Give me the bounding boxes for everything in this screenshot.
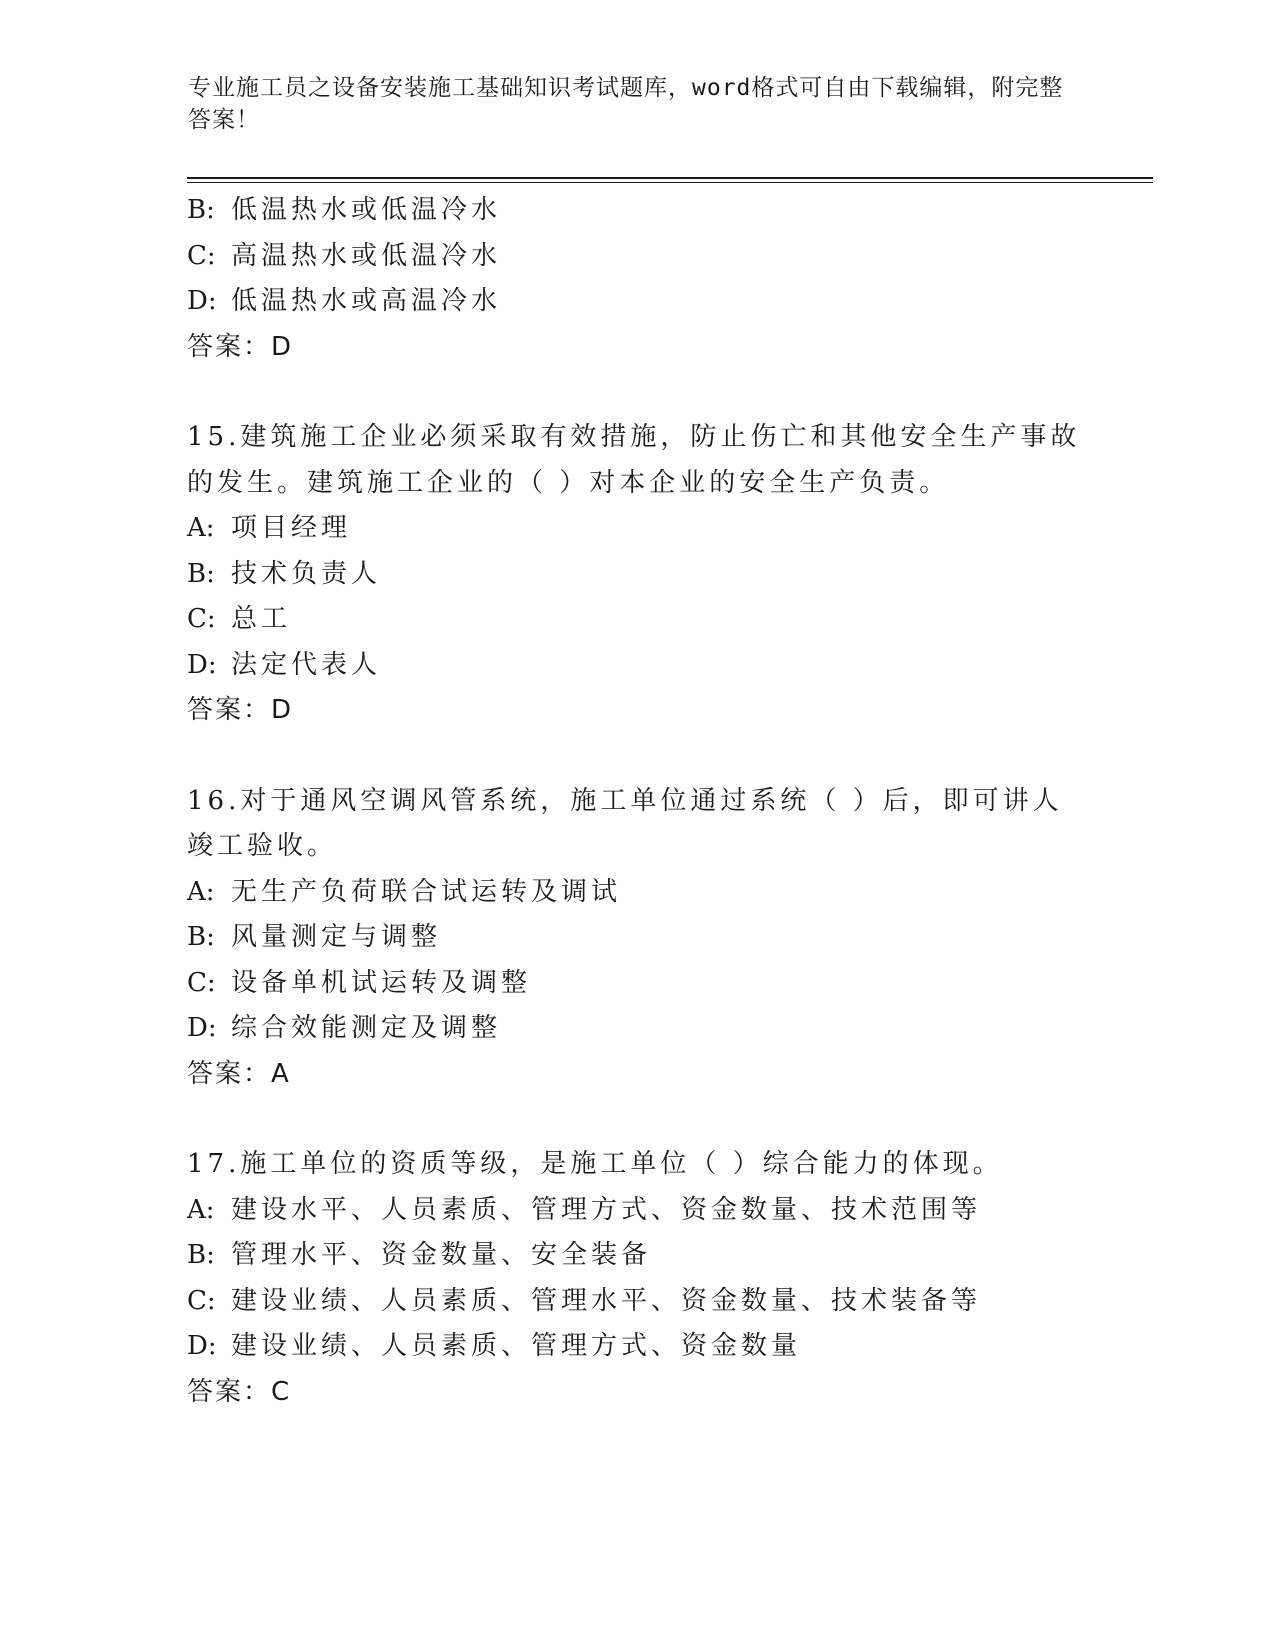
option-key: B: xyxy=(187,558,215,589)
header-rule-thin xyxy=(187,182,1153,183)
option-b xyxy=(187,915,1087,961)
option-key: B: xyxy=(187,195,215,225)
option-key: A: xyxy=(187,513,215,543)
option-b xyxy=(187,188,1087,234)
option-a xyxy=(187,1188,1087,1234)
option-key: C: xyxy=(187,604,216,634)
option-key: A: xyxy=(187,876,215,907)
option-text: 项目经理 xyxy=(231,513,352,543)
option-text: 管理水平、资金数量、安全装备 xyxy=(231,1240,652,1270)
answer-line: 答案：A xyxy=(187,1058,291,1089)
option-key: C: xyxy=(187,967,216,998)
question-stem: 16.对于通风空调风管系统，施工单位通过系统（ ）后，即可讲人竣工验收。 xyxy=(187,785,1063,861)
option-c xyxy=(187,961,1087,1007)
option-text: 建设水平、人员素质、管理方式、资金数量、技术范围等 xyxy=(231,1194,982,1225)
option-text: 法定代表人 xyxy=(231,649,382,680)
option-d xyxy=(187,279,1087,325)
option-text: 风量测定与调整 xyxy=(231,922,442,952)
option-b xyxy=(187,552,1087,598)
spacer xyxy=(187,370,1087,415)
header-rule-thick xyxy=(187,177,1153,179)
option-text: 建设业绩、人员素质、管理水平、资金数量、技术装备等 xyxy=(231,1285,982,1316)
option-a xyxy=(187,870,1087,916)
answer-line: 答案：D xyxy=(187,695,294,725)
answer-line: 答案：C xyxy=(187,1376,292,1407)
option-text: 低温热水或高温冷水 xyxy=(231,286,502,316)
option-key: A: xyxy=(187,1194,215,1225)
option-text: 综合效能测定及调整 xyxy=(231,1013,502,1043)
option-key: D: xyxy=(187,1331,217,1361)
option-key: B: xyxy=(187,922,215,952)
option-d xyxy=(187,1006,1087,1052)
option-key: C: xyxy=(187,1285,216,1316)
option-d xyxy=(187,1324,1087,1370)
option-text: 低温热水或低温冷水 xyxy=(231,195,502,225)
option-text: 总工 xyxy=(231,604,292,634)
option-text: 无生产负荷联合试运转及调试 xyxy=(231,876,622,907)
question-stem: 15.建筑施工企业必须采取有效措施，防止伤亡和其他安全生产事故的发生。建筑施工企业的（ ）对本企业的安全生产负责。 xyxy=(187,422,1081,498)
option-text: 建设业绩、人员素质、管理方式、资金数量 xyxy=(231,1331,802,1361)
option-text: 高温热水或低温冷水 xyxy=(231,240,502,271)
option-c xyxy=(187,234,1087,280)
spacer xyxy=(187,1097,1087,1142)
option-key: D: xyxy=(187,649,217,680)
option-c xyxy=(187,1279,1087,1325)
spacer xyxy=(187,734,1087,779)
option-key: C: xyxy=(187,240,216,271)
option-text: 设备单机试运转及调整 xyxy=(231,967,532,998)
option-a xyxy=(187,506,1087,552)
option-b xyxy=(187,1233,1087,1279)
answer-line: 答案：D xyxy=(187,331,294,362)
option-key: B: xyxy=(187,1240,215,1270)
option-key: D: xyxy=(187,1013,217,1043)
option-key: D: xyxy=(187,286,217,316)
question-stem: 17.施工单位的资质等级，是施工单位（ ）综合能力的体现。 xyxy=(187,1149,1003,1179)
document-body xyxy=(187,188,1087,1415)
document-header: 专业施工员之设备安装施工基础知识考试题库，word格式可自由下载编辑，附完整答案！ xyxy=(188,75,1064,133)
option-text: 技术负责人 xyxy=(231,558,382,589)
option-d xyxy=(187,643,1087,689)
option-c xyxy=(187,597,1087,643)
